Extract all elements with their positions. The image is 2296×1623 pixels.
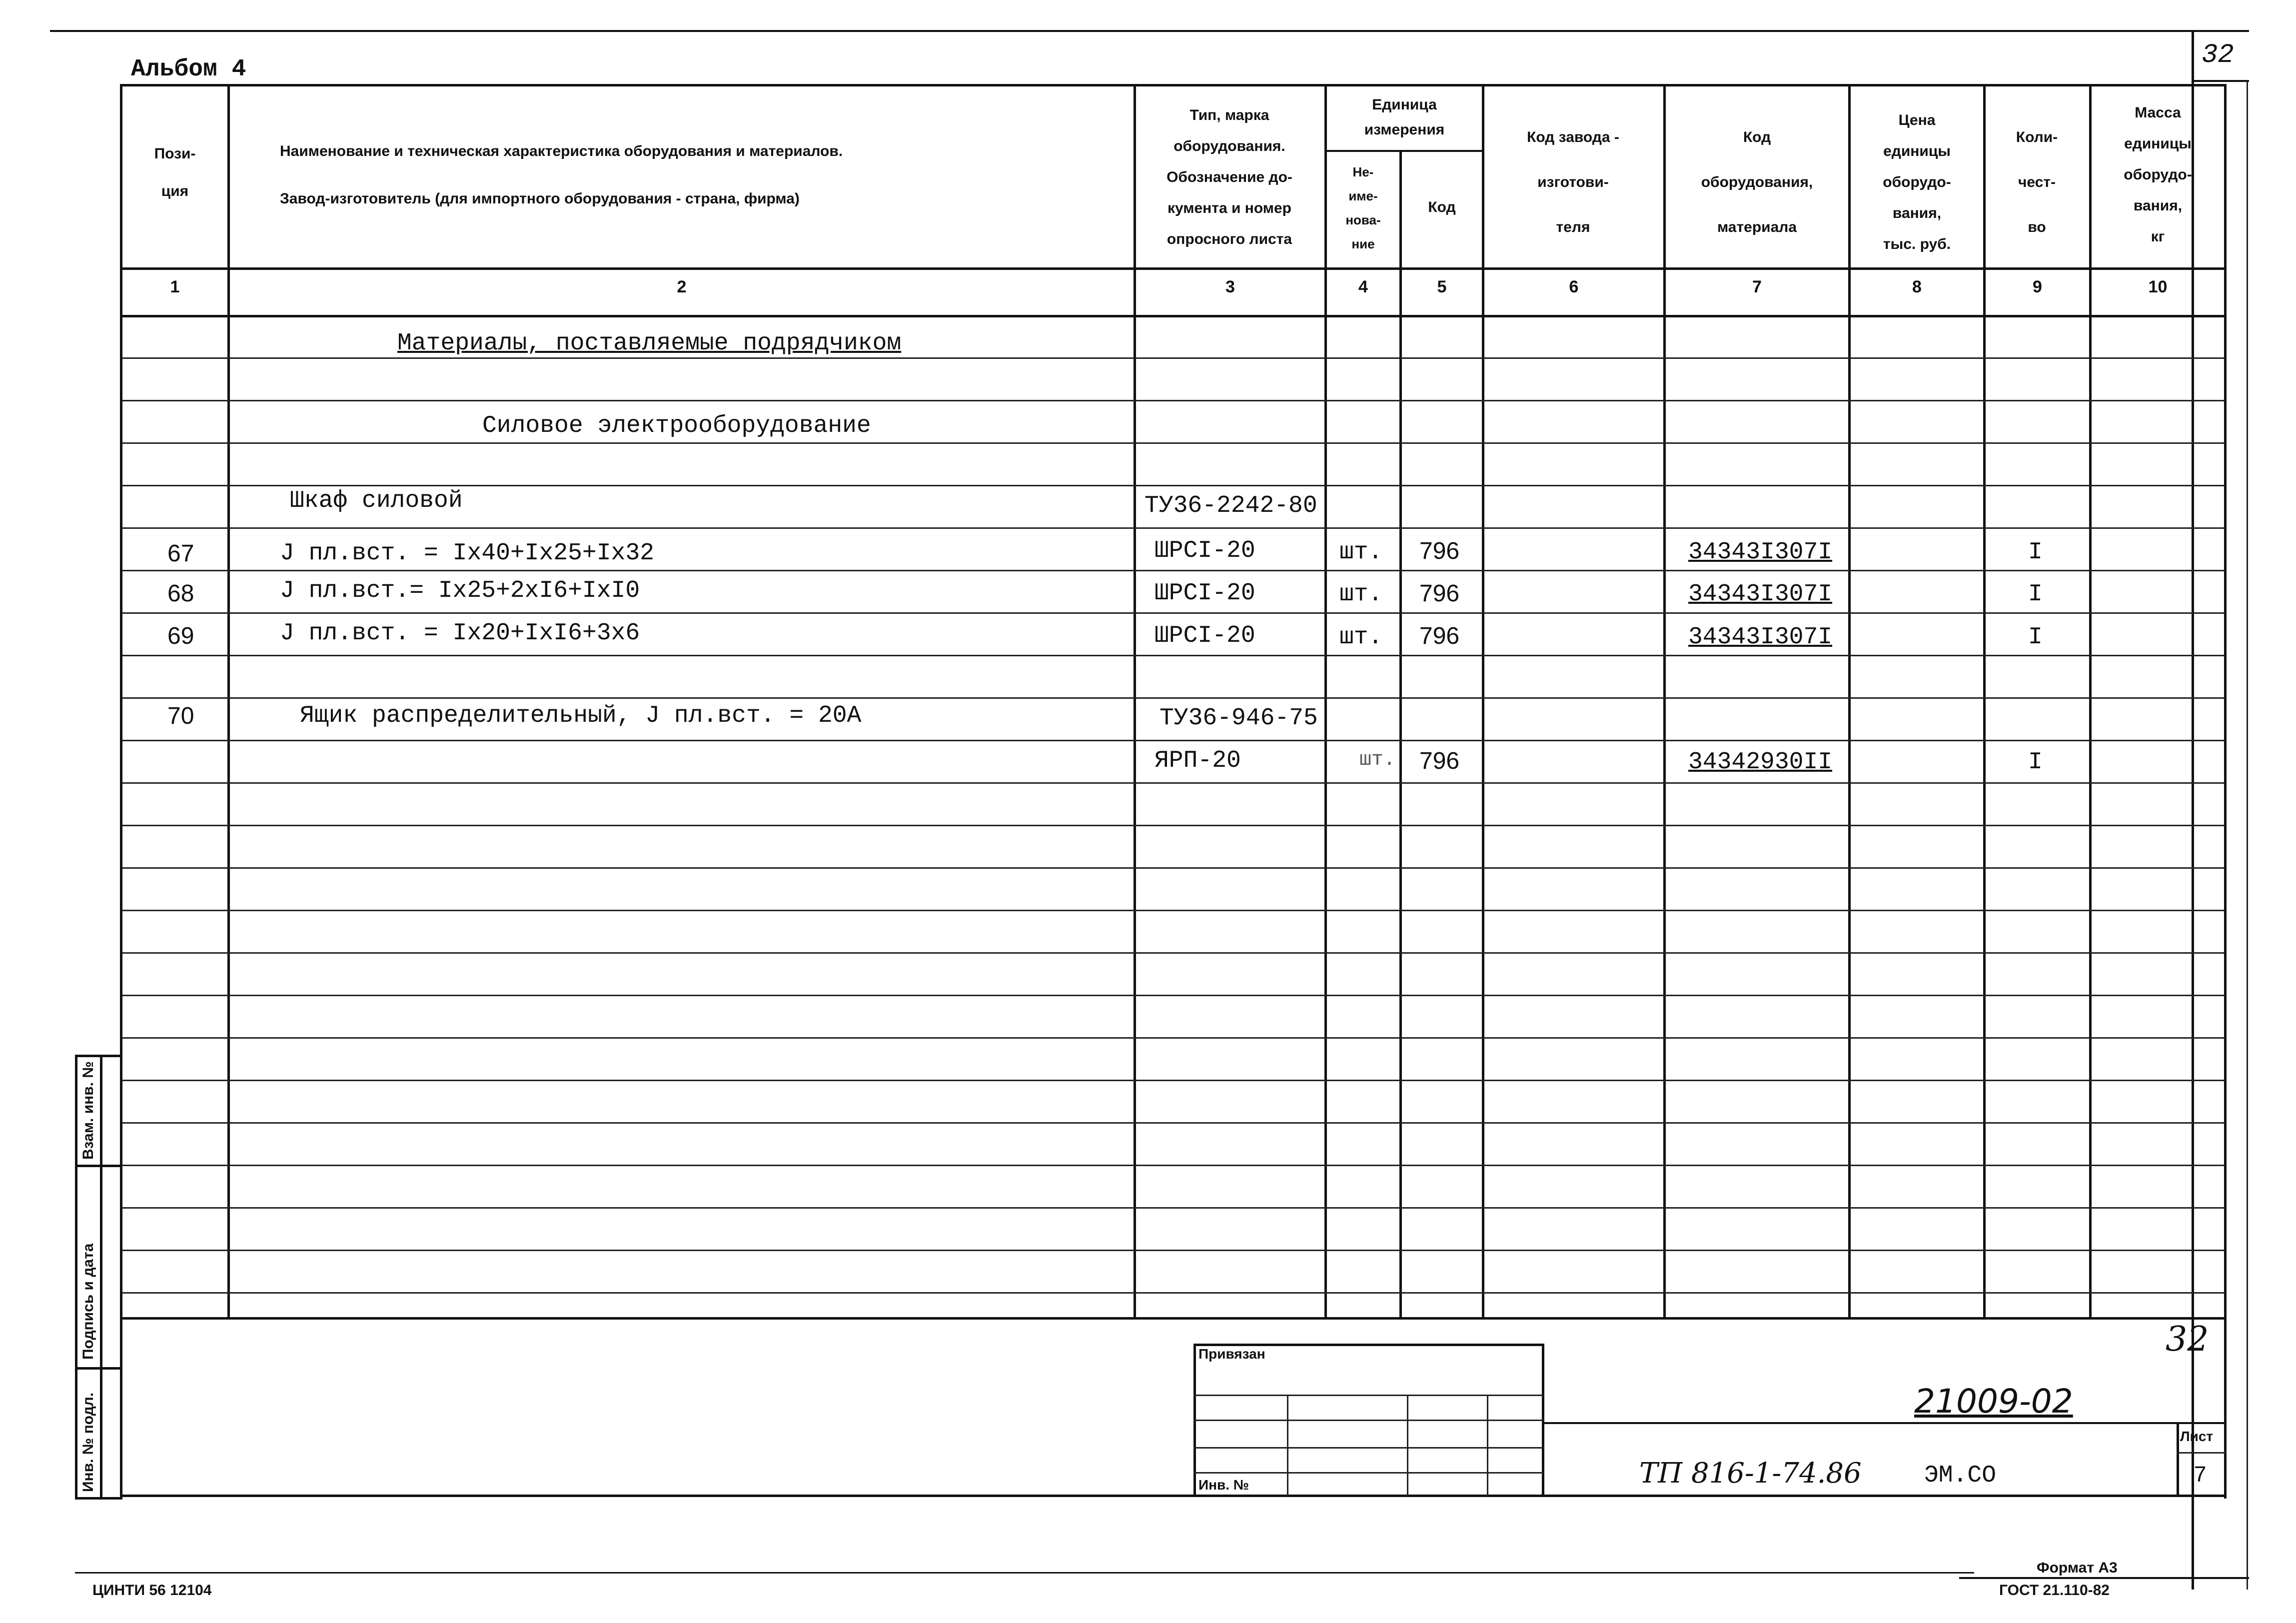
- col-line-9: [2089, 84, 2092, 1319]
- header-price: Цена единицы оборудо- вания, тыс. руб.: [1883, 112, 1951, 252]
- row-68-name: J пл.вст.= Iх25+2хI6+IхI0: [280, 577, 640, 604]
- group-cabinet-name: Шкаф силовой: [290, 487, 463, 514]
- album-label: Альбом 4: [131, 56, 246, 83]
- col-line-3: [1324, 84, 1327, 1319]
- header-unit-group: Единица измерения: [1364, 96, 1445, 138]
- row-line: [122, 697, 2224, 699]
- colnum-6: 6: [1569, 277, 1579, 296]
- list-label: Лист: [2180, 1429, 2214, 1444]
- footer-left-code: ЦИНТИ 56 12104: [92, 1582, 212, 1599]
- side-box-top: [75, 1055, 122, 1057]
- stamp-privyazan: Привязан: [1198, 1346, 1265, 1362]
- row-line: [122, 1250, 2224, 1251]
- row-70b-equipment-code: 34342930II: [1688, 749, 1833, 776]
- colnum-7: 7: [1752, 277, 1762, 296]
- bottom-border-line: [75, 1572, 1974, 1574]
- row-68-qty: I: [2028, 581, 2043, 608]
- colnum-5: 5: [1437, 277, 1447, 296]
- row-67-pos: 67: [167, 540, 194, 567]
- side-label-signature: Подпись и дата: [80, 1243, 96, 1360]
- row-line: [122, 782, 2224, 784]
- colnum-10: 10: [2148, 277, 2168, 296]
- subsection-title: Силовое электрооборудование: [482, 412, 871, 439]
- col-line-7: [1848, 84, 1851, 1319]
- stamp-row-line: [1193, 1447, 1543, 1449]
- row-70b-code: 796: [1419, 748, 1460, 774]
- row-68-equipment-code: 34343I307I: [1688, 581, 1833, 608]
- row-line: [122, 400, 2224, 401]
- list-value: 7: [2194, 1462, 2207, 1487]
- row-69-pos: 69: [167, 623, 194, 649]
- colnum-4: 4: [1358, 277, 1368, 296]
- row-69-unit: шт.: [1339, 624, 1383, 651]
- row-line: [122, 485, 2224, 486]
- row-line: [122, 952, 2224, 954]
- unit-group-line: [1324, 150, 1483, 152]
- row-69-name: J пл.вст. = Iх20+IхI6+3х6: [280, 620, 640, 647]
- handwritten-sheet-number: 32: [2166, 1320, 2209, 1359]
- sheet-box-bottom: [2192, 80, 2249, 82]
- row-67-qty: I: [2028, 539, 2043, 566]
- row-70b-qty: I: [2028, 749, 2043, 776]
- col-line-6: [1663, 84, 1666, 1319]
- side-box-left: [75, 1055, 77, 1500]
- colnum-1: 1: [170, 277, 180, 296]
- row-line: [122, 995, 2224, 996]
- col-line-8: [1983, 84, 1986, 1319]
- row-70-doc: ТУ36-946-75: [1159, 705, 1318, 732]
- colnum-9: 9: [2033, 277, 2042, 296]
- list-box-divider: [2177, 1452, 2227, 1454]
- table-right-line: [2224, 84, 2227, 1499]
- footer-gost: ГОСТ 21.110-82: [1999, 1582, 2110, 1599]
- row-line: [122, 1165, 2224, 1166]
- row-67-name: J пл.вст. = Iх40+Iх25+Iх32: [280, 540, 654, 567]
- row-line: [122, 612, 2224, 614]
- outer-right-line: [2247, 80, 2248, 1590]
- row-line: [122, 867, 2224, 869]
- row-67-code: 796: [1419, 538, 1460, 564]
- row-68-type: ШРСI-20: [1154, 580, 1255, 607]
- group-cabinet-doc: ТУ36-2242-80: [1145, 492, 1317, 519]
- row-line: [122, 1080, 2224, 1081]
- row-69-equipment-code: 34343I307I: [1688, 624, 1833, 651]
- row-line: [122, 442, 2224, 444]
- sheet-number-top: 32: [2202, 40, 2234, 70]
- stamp-col-line: [1287, 1395, 1288, 1497]
- row-line: [122, 740, 2224, 741]
- header-unit-code: Код: [1428, 199, 1456, 215]
- header-bottom-line: [120, 267, 2227, 270]
- row-67-equipment-code: 34343I307I: [1688, 539, 1833, 566]
- row-68-unit: шт.: [1339, 581, 1383, 608]
- row-68-pos: 68: [167, 580, 194, 607]
- table-top-line: [120, 84, 2227, 86]
- row-line: [122, 910, 2224, 911]
- side-box-div2: [75, 1367, 122, 1370]
- header-mass: Масса единицы оборудо- вания, кг: [2124, 104, 2192, 245]
- bottom-right-border: [1959, 1577, 2249, 1579]
- stamp-row-line: [1193, 1472, 1543, 1474]
- footer-format: Формат А3: [2037, 1560, 2118, 1576]
- row-67-type: ШРСI-20: [1154, 537, 1255, 564]
- row-line: [122, 825, 2224, 826]
- row-69-code: 796: [1419, 623, 1460, 649]
- title-mid-line: [1542, 1422, 2227, 1424]
- side-box-div1: [75, 1165, 122, 1167]
- side-label-inventory: Инв. № подл.: [80, 1392, 96, 1492]
- stamp-col-line: [1487, 1395, 1488, 1497]
- table-bottom-line: [122, 1317, 2227, 1320]
- col-line-1: [227, 84, 230, 1319]
- row-67-unit: шт.: [1339, 539, 1383, 566]
- row-69-type: ШРСI-20: [1154, 622, 1255, 649]
- stamp-col-line: [1407, 1395, 1408, 1497]
- row-line: [122, 655, 2224, 656]
- row-68-code: 796: [1419, 580, 1460, 607]
- side-label-replacement: Взам. инв. №: [80, 1061, 96, 1160]
- row-line: [122, 1292, 2224, 1294]
- row-70b-type: ЯРП-20: [1154, 747, 1241, 774]
- row-69-qty: I: [2028, 624, 2043, 651]
- list-box-left: [2177, 1422, 2179, 1497]
- top-border-line: [50, 30, 2249, 32]
- row-line: [122, 1207, 2224, 1209]
- header-type: Тип, марка оборудования. Обозначение до- кумента и номер опросного листа: [1166, 107, 1292, 247]
- title-block-bottom: [122, 1495, 2227, 1497]
- side-box-bottom: [75, 1497, 122, 1500]
- row-line: [122, 357, 2224, 359]
- colnum-2: 2: [677, 277, 687, 296]
- side-box-mid: [100, 1055, 102, 1500]
- col-line-4: [1399, 150, 1402, 1319]
- row-70-pos: 70: [167, 703, 194, 729]
- header-pos: Пози- ция: [154, 145, 196, 199]
- colnum-8: 8: [1912, 277, 1922, 296]
- colnum-bottom-line: [120, 315, 2227, 317]
- row-line: [122, 1122, 2224, 1124]
- row-70b-unit: шт.: [1359, 749, 1396, 771]
- header-quantity: Коли- чест- во: [2016, 129, 2058, 235]
- colnum-3: 3: [1225, 277, 1235, 296]
- col-line-2: [1134, 84, 1136, 1319]
- row-line: [122, 527, 2224, 529]
- stamp-row-line: [1193, 1420, 1543, 1421]
- section-title: Материалы, поставляемые подрядчиком: [397, 330, 902, 357]
- row-line: [122, 570, 2224, 571]
- row-line: [122, 1037, 2224, 1039]
- header-equipment-code: Код оборудования, материала: [1701, 129, 1813, 235]
- stamp-row-line: [1193, 1395, 1543, 1396]
- header-factory-code: Код завода - изготови- теля: [1527, 129, 1619, 235]
- document-mark: ЭМ.СО: [1924, 1462, 1997, 1489]
- header-unit-name: Не- име- нова- ние: [1345, 164, 1381, 251]
- header-name: Наименование и техническая характеристика оборудования и материалов. Завод-изготовитель (для импортного оборудования - страна, фирма): [280, 143, 843, 207]
- stamp-inventory-no: Инв. №: [1198, 1477, 1249, 1493]
- document-number: 21009-02: [1914, 1382, 2073, 1421]
- project-code: ТП 816-1-74.86: [1639, 1457, 1862, 1490]
- row-70-name: Ящик распределительный, J пл.вст. = 20А: [300, 702, 862, 729]
- col-line-5: [1482, 84, 1484, 1319]
